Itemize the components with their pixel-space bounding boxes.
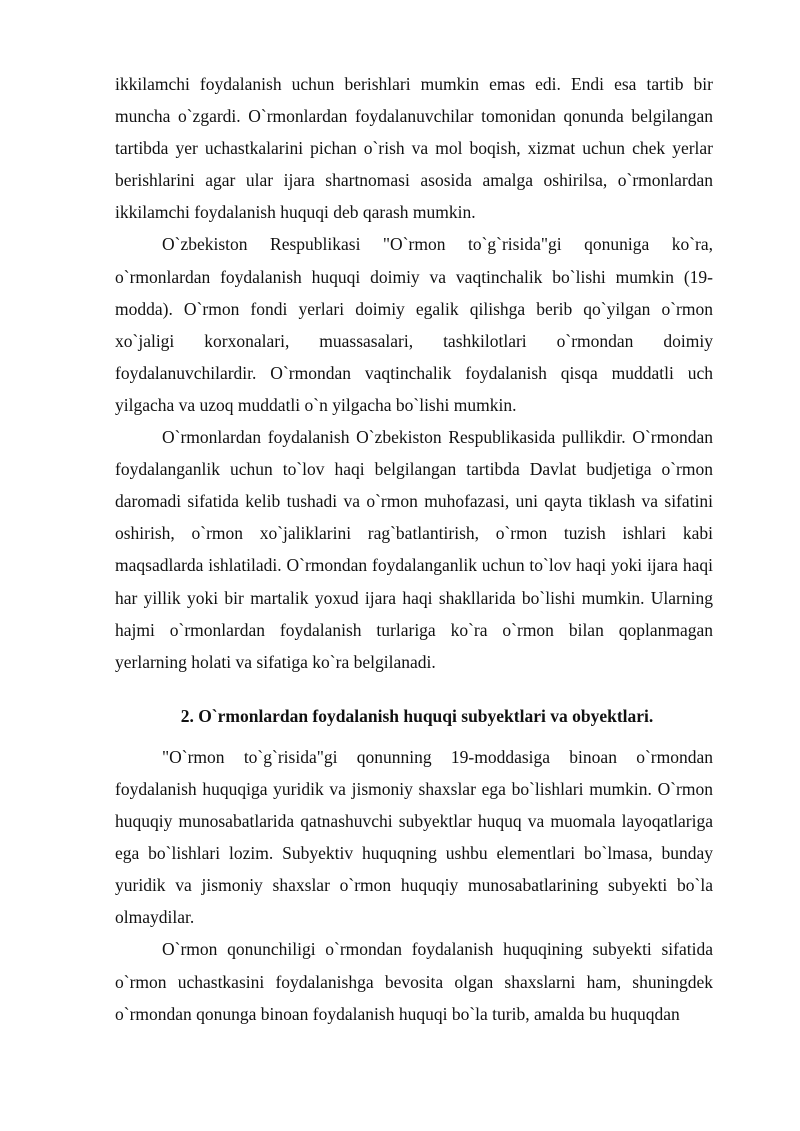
- paragraph-2: O`zbekiston Respublikasi "O`rmon to`g`risida"gi qonuniga ko`ra, o`rmonlardan foydalanish huquqi doimiy va vaqtinchalik bo`lishi mumkin (19-modda). O`rmon fondi yerlari doimiy egalik qilishga berib qo`yilgan o`rmon xo`jaligi korxonalari, muassasalari, tashkilotlari o`rmondan doimiy foydalanuvchilardir. O`rmondan vaqtinchalik foydalanish qisqa muddatli uch yilgacha va uzoq muddatli o`n yilgacha bo`lishi mumkin.: [115, 234, 713, 415]
- paragraph-4: "O`rmon to`g`risida"gi qonunning 19-moddasiga binoan o`rmondan foydalanish huquqiga yuridik va jismoniy shaxslar ega bo`lishlari mumkin. O`rmon huquqiy munosabatlarida qatnashuvchi subyektlar huquq va muomala layoqatlariga ega bo`lishlari lozim. Subyektiv huquqning ushbu elementlari bo`lmasa, bunday yuridik va jismoniy shaxslar o`rmon huquqiy munosabatlarining subyekti bo`la olmaydilar.: [115, 746, 713, 928]
- paragraph-3: O`rmonlardan foydalanish O`zbekiston Respublikasida pullikdir. O`rmondan foydalanganlik uchun to`lov haqi belgilangan tartibda Davlat budjetiga o`rmon daromadi sifatida kelib tushadi va o`rmon muhofazasi, uni qayta tiklash va sifatini oshirish, o`rmon xo`jaliklarini rag`batlantirish, o`rmon tuzish ishlari kabi maqsadlarda ishlatiladi. O`rmondan foydalanganlik uchun to`lov haqi yoki ijara haqi har yillik yoki bir martalik yoxud ijara haqi shakllarida bo`lishi mumkin. Ularning hajmi o`rmonlardan foydalanish turlariga ko`ra o`rmon bilan qoplanmagan yerlarning holati va sifatiga ko`ra belgilanadi.: [115, 427, 713, 672]
- paragraph-5: O`rmon qonunchiligi o`rmondan foydalanish huquqining subyekti sifatida o`rmon uchastkasini foydalanishga bevosita olgan shaxslarni ham, shuningdek o`rmondan qonunga binoan foydalanish huquqi bo`la turib, amalda bu huquqdan: [115, 939, 713, 1024]
- document-page: [115, 68, 713, 1030]
- section-heading: 2. O`rmonlardan foydalanish huquqi subyektlari va obyektlari.: [180, 705, 654, 726]
- paragraph-1: ikkilamchi foydalanish uchun berishlari mumkin emas edi. Endi esa tartib bir muncha o`zgardi. O`rmonlardan foydalanuvchilar tomonidan qonunda belgilangan tartibda yer uchastkalarini pichan o`rish va mol boqish, xizmat uchun chek yerlar berishlarini agar ular ijara shartnomasi asosida amalga oshirilsa, o`rmonlardan ikkilamchi foydalanish huquqi deb qarash mumkin.: [115, 74, 713, 223]
